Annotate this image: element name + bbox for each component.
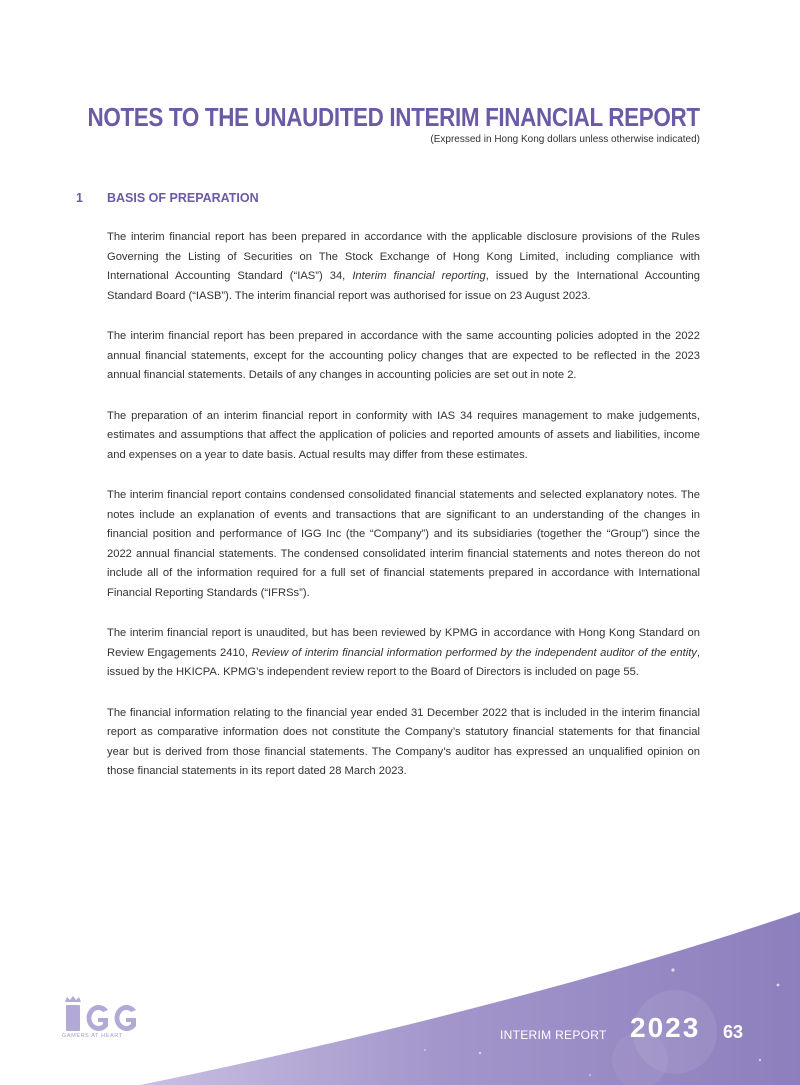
section-body [107,228,700,803]
paragraph: The interim financial report has been prepared in accordance with the same accounting policies adopted in the 2022 annual financial statements, except for the accounting policy changes that are expected to be reflected in the 2023 annual financial statements. Details of any changes in accounting policies are set out in note 2. [107,330,700,381]
paragraph: The interim financial report contains condensed consolidated financial statements and selected explanatory notes. The notes include an explanation of events and transactions that are significant to an understanding of the changes in financial position and performance of IGG Inc (the “Company”) and its subsidiaries (together the “Group”) since the 2022 annual financial statements. The condensed consolidated interim financial statements and notes thereon do not include all of the information required for a full set of financial statements prepared in accordance with International Financial Reporting Standards (“IFRSs”). [107,489,700,599]
igg-logo [62,996,138,1034]
page-title: NOTES TO THE UNAUDITED INTERIM FINANCIAL REPORT [87,104,700,132]
report-label: INTERIM REPORT [500,1028,607,1042]
paragraph: The preparation of an interim financial report in conformity with IAS 34 requires management to make judgements, estimates and assumptions that affect the application of policies and reported amounts of assets and liabilities, income and expenses on a year to date basis. Actual results may differ from these estimates. [107,409,700,461]
section-number: 1 [76,191,83,205]
report-year: 2023 [630,1012,701,1043]
logo-tagline: GAMERS AT HEART [62,1033,123,1039]
paragraph: The interim financial report is unaudited, but has been reviewed by KPMG in accordance with Hong Kong Standard on Review Engagements 2410, Review of interim financial information performed by the independent auditor of the entity, issued by the HKICPA. KPMG’s independent review report to the Board of Directors is included on page 55. [107,627,701,678]
paragraph: The interim financial report has been prepared in accordance with the applicable disclosure provisions of the Rules Governing the Listing of Securities on The Stock Exchange of Hong Kong Limited, including compliance with International Accounting Standard (“IAS”) 34, Interim financial reporting, issued by the International Accounting Standard Board (“IASB”). The interim financial report was authorised for issue on 23 August 2023. [107,231,701,302]
page-number: 63 [723,1022,744,1042]
page-subtitle: (Expressed in Hong Kong dollars unless otherwise indicated) [430,134,700,145]
paragraph: The financial information relating to the financial year ended 31 December 2022 that is included in the interim financial report as comparative information does not constitute the Company’s statutory financial statements for that financial year but is derived from those financial statements. The Company’s auditor has expressed an unqualified opinion on those financial statements in its report dated 28 March 2023. [107,706,700,777]
section-heading: BASIS OF PREPARATION [107,191,259,205]
